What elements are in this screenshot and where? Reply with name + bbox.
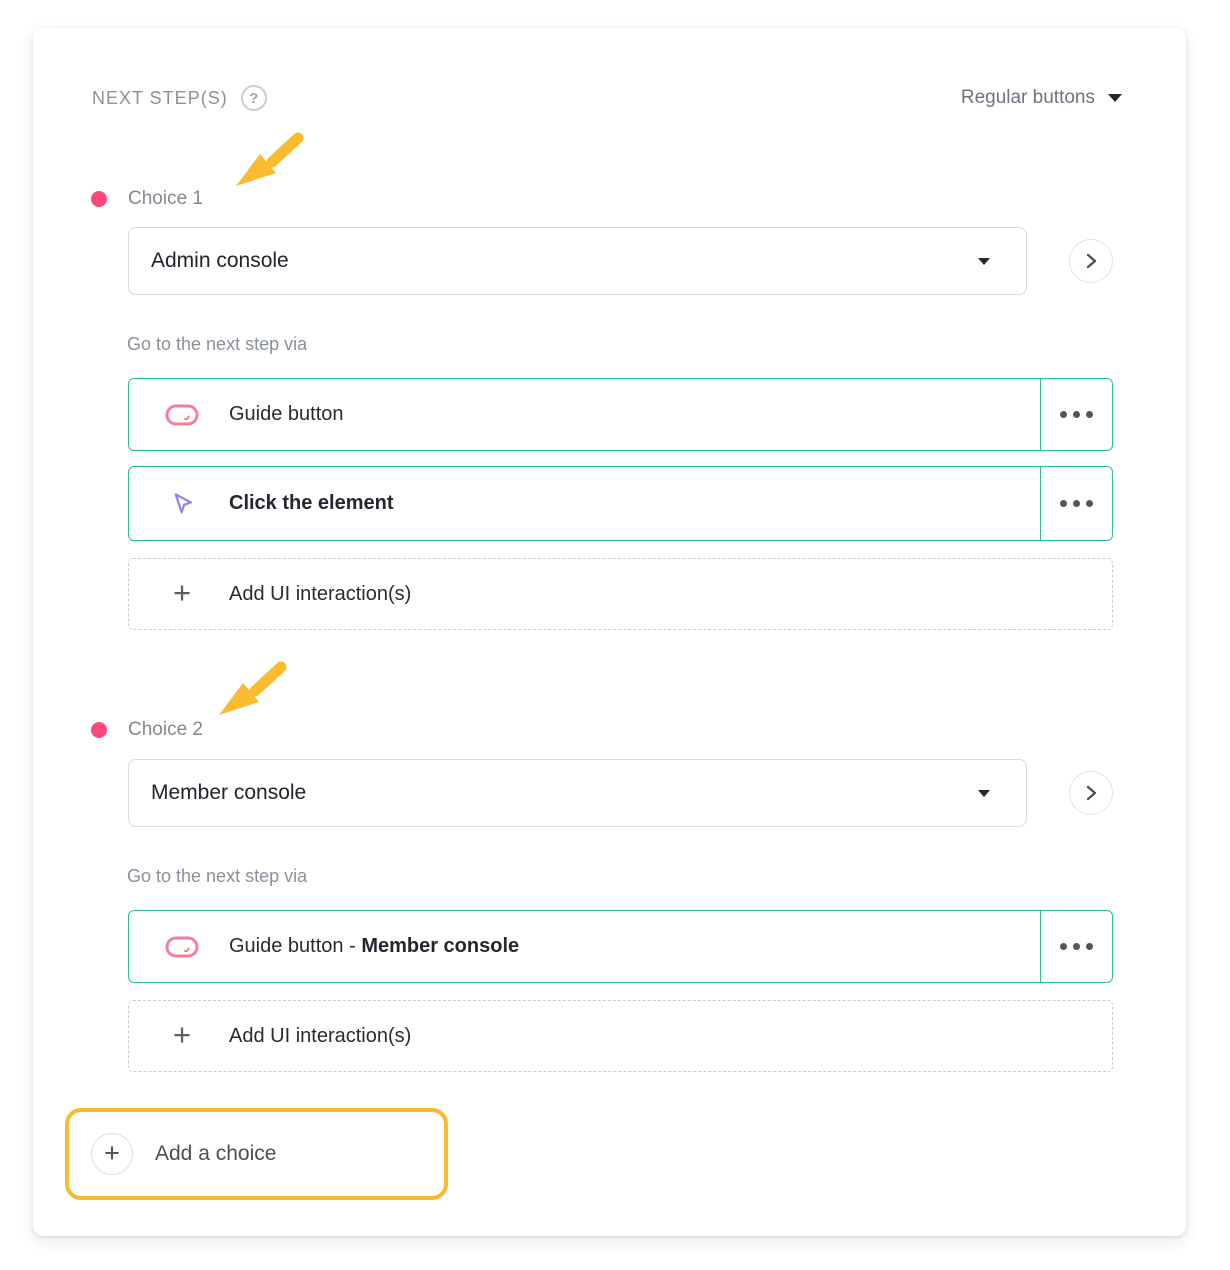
annotation-arrow-choice-2 <box>213 660 288 720</box>
choice-2-header <box>91 718 203 742</box>
add-ui-interaction-label: Add UI interaction(s) <box>229 582 412 605</box>
cursor-icon <box>165 490 199 517</box>
choice-2-interaction-guide-button <box>128 910 1113 983</box>
choice-2-label: Choice 2 <box>128 719 203 740</box>
chevron-down-icon <box>978 790 990 797</box>
guide-button-icon <box>165 403 199 427</box>
interaction-row-main[interactable] <box>129 467 1040 540</box>
more-options-button[interactable] <box>1040 379 1112 450</box>
annotation-arrow-choice-1 <box>230 131 305 191</box>
chevron-down-icon <box>978 258 990 265</box>
ellipsis-icon <box>1086 943 1093 950</box>
panel-header <box>92 85 267 111</box>
choice-dot-icon <box>91 191 107 207</box>
add-choice-button[interactable] <box>65 1108 448 1200</box>
interaction-row-main[interactable] <box>129 911 1040 982</box>
choice-1-step-select-value: Admin console <box>151 249 289 272</box>
panel-title: NEXT STEP(S) <box>92 87 228 108</box>
choice-1-goto-step-button[interactable] <box>1069 239 1113 283</box>
choice-2-goto-label: Go to the next step via <box>127 866 308 886</box>
plus-circle-icon: + <box>91 1133 133 1175</box>
next-steps-panel <box>33 28 1186 1236</box>
ellipsis-icon <box>1060 500 1067 507</box>
chevron-right-icon <box>1081 783 1101 803</box>
ellipsis-icon <box>1060 943 1067 950</box>
more-options-button[interactable] <box>1040 911 1112 982</box>
guide-button-icon <box>165 935 199 959</box>
more-options-button[interactable] <box>1040 467 1112 540</box>
add-choice-label: Add a choice <box>155 1142 277 1165</box>
interaction-row-label: Guide button <box>229 403 344 425</box>
interaction-row-main[interactable] <box>129 379 1040 450</box>
ellipsis-icon <box>1060 411 1067 418</box>
interaction-row-label: Guide button - Member console <box>229 935 520 957</box>
ellipsis-icon <box>1073 943 1080 950</box>
ellipsis-icon <box>1086 500 1093 507</box>
choice-2-step-select-value: Member console <box>151 781 307 804</box>
ellipsis-icon <box>1073 411 1080 418</box>
choice-2-step-select[interactable] <box>128 759 1027 827</box>
choice-1-header <box>91 187 203 211</box>
choice-1-goto-label: Go to the next step via <box>127 334 308 354</box>
ellipsis-icon <box>1086 411 1093 418</box>
choice-1-label: Choice 1 <box>128 188 203 209</box>
button-style-dropdown[interactable] <box>961 87 1122 109</box>
plus-icon: + <box>172 574 192 610</box>
choice-1-interaction-guide-button <box>128 378 1113 451</box>
choice-1-step-select[interactable] <box>128 227 1027 295</box>
chevron-down-icon <box>1108 94 1122 102</box>
choice-dot-icon <box>91 722 107 738</box>
choice-1-interaction-click-element <box>128 466 1113 541</box>
chevron-right-icon <box>1081 251 1101 271</box>
plus-icon: + <box>172 1016 192 1052</box>
ellipsis-icon <box>1073 500 1080 507</box>
choice-1-add-ui-interaction-button[interactable] <box>128 558 1113 630</box>
add-ui-interaction-label: Add UI interaction(s) <box>229 1024 412 1047</box>
interaction-row-label: Click the element <box>229 492 394 514</box>
help-icon[interactable]: ? <box>241 85 267 111</box>
button-style-dropdown-label: Regular buttons <box>960 87 1095 108</box>
choice-2-add-ui-interaction-button[interactable] <box>128 1000 1113 1072</box>
choice-2-goto-step-button[interactable] <box>1069 771 1113 815</box>
